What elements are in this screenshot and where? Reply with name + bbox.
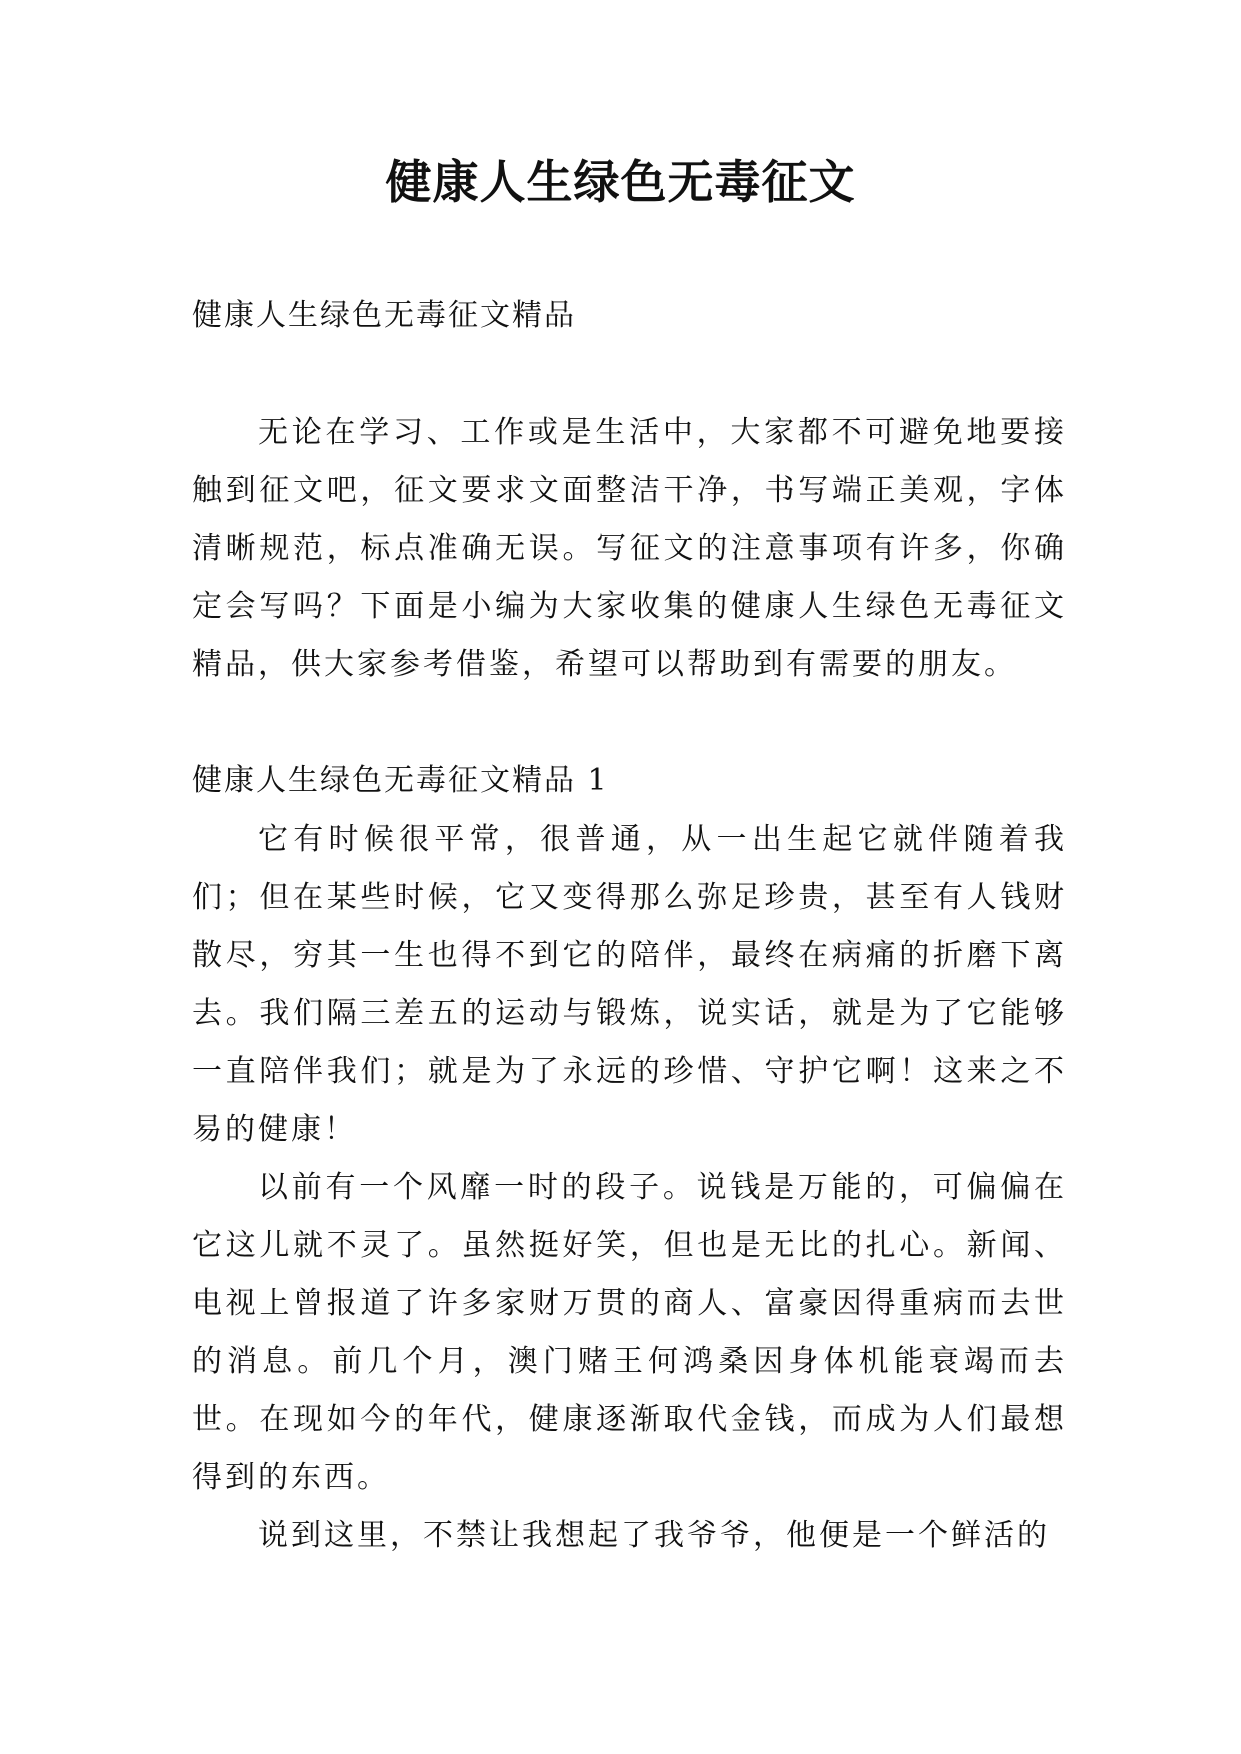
document-subtitle: 健康人生绿色无毒征文精品 xyxy=(192,298,576,333)
body-paragraph-3: 说到这里，不禁让我想起了我爷爷，他便是一个鲜活的 xyxy=(258,1518,1050,1553)
section-heading: 健康人生绿色无毒征文精品 1 xyxy=(192,763,609,798)
body-paragraph-1: 它有时候很平常，很普通，从一出生起它就伴随着我们；但在某些时候，它又变得那么弥足珍贵，甚至有人钱财散尽，穷其一生也得不到它的陪伴，最终在病痛的折磨下离去。我们隔三差五的运动与锻炼，说实话，就是为了它能够一直陪伴我们；就是为了永远的珍惜、守护它啊！这来之不易的健康！ xyxy=(192,822,1067,1147)
body-paragraph-2: 以前有一个风靡一时的段子。说钱是万能的，可偏偏在它这儿就不灵了。虽然挺好笑，但也是无比的扎心。新闻、电视上曾报道了许多家财万贯的商人、富豪因得重病而去世的消息。前几个月，澳门赌王何鸿桑因身体机能衰竭而去世。在现如今的年代，健康逐渐取代金钱，而成为人们最想得到的东西。 xyxy=(192,1170,1067,1495)
intro-paragraph: 无论在学习、工作或是生活中，大家都不可避免地要接触到征文吧，征文要求文面整洁干净，书写端正美观，字体清晰规范，标点准确无误。写征文的注意事项有许多，你确定会写吗？下面是小编为大家收集的健康人生绿色无毒征文精品，供大家参考借鉴，希望可以帮助到有需要的朋友。 xyxy=(192,415,1067,682)
document-title: 健康人生绿色无毒征文 xyxy=(385,155,856,209)
essay-body xyxy=(192,811,1067,1565)
intro-block xyxy=(192,404,1067,694)
